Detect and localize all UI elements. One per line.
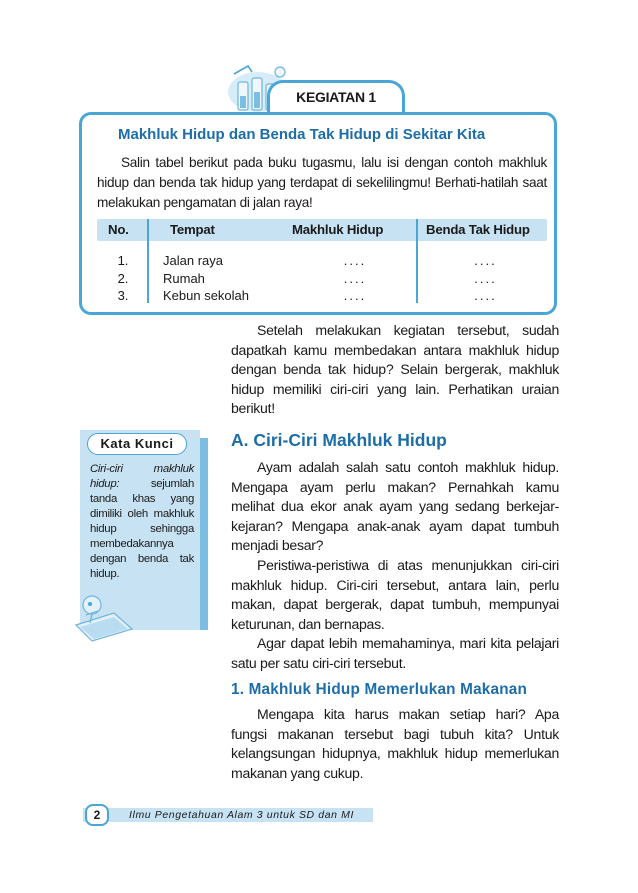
table-divider (416, 219, 418, 303)
table-column-nonliving (428, 252, 543, 305)
table-cell: .... (474, 270, 497, 286)
table-cell: .... (343, 253, 367, 268)
book-title: Ilmu Pengetahuan Alam 3 untuk SD dan MI (129, 809, 354, 821)
table-column-living (300, 252, 410, 305)
table-header-living: Makhluk Hidup (292, 222, 384, 237)
key-term-term: Ciri-ciri makhluk hidup: (90, 463, 194, 490)
table-column-no (107, 252, 139, 305)
table-divider (147, 219, 149, 303)
intro-paragraph (231, 321, 559, 419)
section-a-paragraph: Peristiwa-peristiwa di atas menunjukkan ciri-ciri makhluk hidup. Ciri-ciri tersebut, antara lain, perlu makan, dapat bergerak, dapat tumbuh, mempunyai keturunan, dan bernapas. (231, 556, 559, 632)
table-cell: 2. (117, 270, 129, 286)
table-header-place: Tempat (170, 222, 215, 237)
intro-text: Setelah melakukan kegiatan tersebut, sudah dapatkah kamu membedakan antara makhluk hidup dengan benda tak hidup? Selain bergerak, makhluk hidup memiliki ciri-ciri yang lain. Perhatikan uraian berikut! (231, 322, 559, 417)
table-cell: .... (474, 253, 497, 268)
table-cell: .... (343, 288, 367, 303)
table-header-no: No. (108, 222, 129, 237)
activity-instructions-text: Salin tabel berikut pada buku tugasmu, lalu isi dengan contoh makhluk hidup dan benda tak hidup yang terdapat di sekelilingmu! Berhati-hatilah saat melakukan pengamatan di jalan raya! (97, 155, 547, 210)
key-term-text: sejumlah tanda khas yang dimiliki oleh makhluk hidup sehingga membedakannya dengan benda tak hidup. (90, 478, 194, 580)
table-cell: 1. (117, 253, 129, 268)
page-number: 2 (85, 804, 109, 826)
table-cell: Jalan raya (163, 253, 223, 268)
activity-badge: KEGIATAN 1 (267, 80, 405, 112)
section-1-heading: 1. Makhluk Hidup Memerlukan Makanan (231, 681, 528, 698)
section-a-paragraph: Agar dapat lebih memahaminya, mari kita pelajari satu per satu ciri-ciri tersebut. (231, 635, 559, 671)
key-term-definition (90, 462, 194, 582)
section-1-body (231, 705, 559, 783)
key-term-illustration (70, 585, 140, 643)
table-header-nonliving: Benda Tak Hidup (426, 222, 530, 237)
table-cell: 3. (117, 288, 129, 303)
key-term-label: Kata Kunci (87, 433, 187, 455)
activity-title: Makhluk Hidup dan Benda Tak Hidup di Sekitar Kita (118, 126, 486, 143)
table-cell: Kebun sekolah (163, 288, 250, 303)
table-column-place (163, 252, 249, 305)
section-a-body (231, 458, 559, 674)
table-cell: Rumah (163, 270, 205, 286)
section-a-heading: A. Ciri-Ciri Makhluk Hidup (231, 430, 447, 450)
activity-instructions (97, 153, 547, 213)
table-cell: .... (343, 270, 367, 286)
section-1-paragraph: Mengapa kita harus makan setiap hari? Apa fungsi makanan tersebut bagi tubuh kita? Untuk kelangsungan hidupnya, makhluk hidup memerlukan makanan yang cukup. (231, 706, 559, 781)
section-a-paragraph: Ayam adalah salah satu contoh makhluk hidup. Mengapa ayam perlu makan? Pernahkah kamu melihat dua ekor anak ayam yang sedang berkejar-kejaran? Mengapa anak-anak ayam dapat tumbuh menjadi besar? (231, 459, 559, 554)
table-cell: .... (474, 288, 497, 303)
